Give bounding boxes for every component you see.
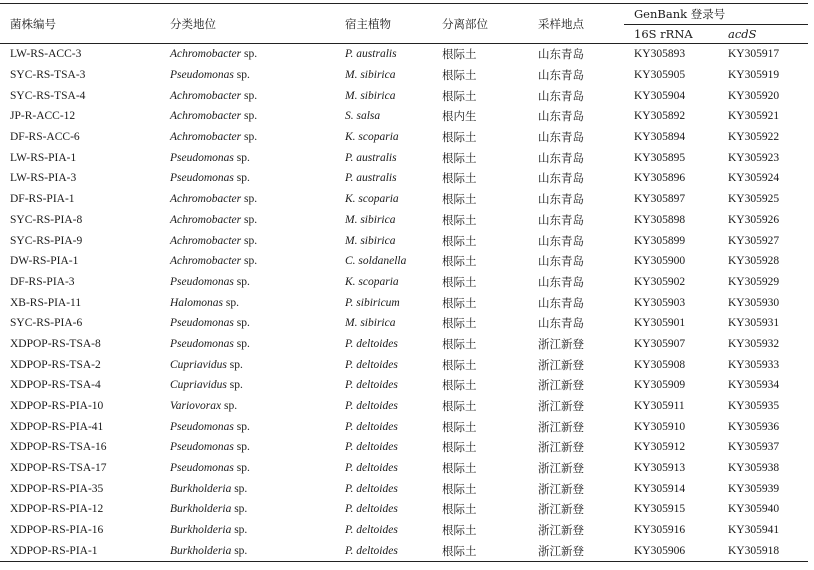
cell-host-plant: P. australis [345,151,397,164]
cell-host-plant: M. sibirica [345,234,396,247]
cell-isolation-site: 根际土 [432,541,528,562]
cell-host-plant: S. salsa [345,110,381,123]
species-abbr: sp. [241,48,258,61]
cell-sampling-location: 浙江新登 [528,541,624,562]
cell-host-plant: P. deltoides [345,400,398,413]
header-16s-rrna: 16S rRNA [624,25,718,44]
cell-acds: KY305927 [728,234,780,247]
cell-acds: KY305921 [728,110,780,123]
cell-isolation-site: 根际土 [442,171,477,186]
cell-acds: KY305936 [728,420,780,433]
cell-taxonomy [160,292,335,313]
cell-sampling-location: 浙江新登 [538,357,584,372]
cell-sampling-location: 山东青岛 [538,88,584,103]
genus-name: Burkholderia [170,544,232,557]
cell-isolation-site: 根际土 [442,254,477,269]
cell-taxonomy [160,334,335,355]
header-strain-id: 菌株编号 [0,4,160,44]
species-abbr: sp. [231,524,248,537]
species-abbr: sp. [233,69,250,82]
cell-sampling-location: 山东青岛 [538,109,584,124]
cell-isolation-site: 根际土 [442,150,477,165]
cell-16s-rrna: KY305897 [634,193,686,206]
genus-name: Achromobacter [170,131,242,144]
cell-taxonomy [160,106,335,127]
cell-strain-id: XB-RS-PIA-11 [10,296,82,309]
cell-strain-id: DF-RS-ACC-6 [10,131,80,144]
cell-sampling-location: 山东青岛 [538,192,584,207]
table-row [0,499,808,520]
cell-16s-rrna: KY305904 [634,89,686,102]
cell-acds: KY305934 [728,379,780,392]
table-row [0,127,808,148]
genus-name: Pseudomonas [170,337,234,350]
cell-taxonomy [160,458,335,479]
genus-name: Pseudomonas [170,441,234,454]
cell-strain-id: XDPOP-RS-PIA-35 [10,482,104,495]
cell-host-plant: K. scoparia [345,131,399,144]
cell-host-plant: C. soldanella [345,255,407,268]
table-row [0,458,808,479]
genus-name: Achromobacter [170,193,242,206]
genus-name: Pseudomonas [170,420,234,433]
cell-isolation-site: 根际土 [442,419,477,434]
species-abbr: sp. [241,89,258,102]
cell-taxonomy [160,189,335,210]
cell-acds: KY305917 [728,48,780,61]
cell-strain-id: DF-RS-PIA-3 [10,275,75,288]
header-taxonomy: 分类地位 [160,4,335,44]
cell-sampling-location: 山东青岛 [538,295,584,310]
cell-16s-rrna: KY305892 [634,110,686,123]
species-abbr: sp. [233,317,250,330]
cell-strain-id: JP-R-ACC-12 [10,110,76,123]
cell-strain-id: LW-RS-PIA-3 [10,172,77,185]
cell-16s-rrna: KY305906 [624,541,718,562]
cell-sampling-location: 浙江新登 [538,419,584,434]
table-row [0,230,808,251]
header-host-plant: 宿主植物 [335,4,432,44]
cell-sampling-location: 浙江新登 [538,378,584,393]
table-row [0,354,808,375]
cell-taxonomy [160,127,335,148]
species-abbr: sp. [233,275,250,288]
cell-isolation-site: 根际土 [442,399,477,414]
cell-sampling-location: 山东青岛 [538,316,584,331]
species-abbr: sp. [241,131,258,144]
cell-sampling-location: 浙江新登 [538,399,584,414]
table-row [0,292,808,313]
cell-acds: KY305933 [728,358,780,371]
table-row [0,210,808,231]
cell-sampling-location: 浙江新登 [538,461,584,476]
table-row [0,106,808,127]
table-row [0,334,808,355]
cell-taxonomy [160,520,335,541]
cell-strain-id: XDPOP-RS-TSA-17 [10,462,107,475]
species-abbr: sp. [226,358,243,371]
cell-16s-rrna: KY305905 [634,69,686,82]
cell-sampling-location: 山东青岛 [538,150,584,165]
table-row [0,313,808,334]
cell-taxonomy [160,541,335,562]
genus-name: Burkholderia [170,482,232,495]
cell-taxonomy [160,85,335,106]
cell-16s-rrna: KY305902 [634,275,686,288]
cell-host-plant: P. deltoides [345,337,398,350]
cell-strain-id: XDPOP-RS-PIA-10 [10,400,104,413]
cell-16s-rrna: KY305903 [634,296,686,309]
cell-sampling-location: 山东青岛 [538,171,584,186]
cell-16s-rrna: KY305909 [634,379,686,392]
table-row [0,478,808,499]
cell-acds: KY305918 [718,541,808,562]
cell-host-plant: M. sibirica [345,69,396,82]
cell-strain-id: SYC-RS-TSA-3 [10,69,86,82]
table-row [0,272,808,293]
cell-strain-id: DW-RS-PIA-1 [10,255,79,268]
genus-name: Variovorax [170,400,222,413]
cell-strain-id: XDPOP-RS-TSA-2 [10,358,101,371]
cell-taxonomy [160,437,335,458]
table-row [0,437,808,458]
genus-name: Cupriavidus [170,379,227,392]
table-row [0,251,808,272]
cell-host-plant: P. australis [345,172,397,185]
species-abbr: sp. [231,544,248,557]
species-abbr: sp. [233,441,250,454]
cell-16s-rrna: KY305908 [634,358,686,371]
table-row [0,168,808,189]
cell-strain-id: XDPOP-RS-TSA-16 [10,441,107,454]
cell-isolation-site: 根际土 [442,378,477,393]
cell-isolation-site: 根际土 [442,461,477,476]
species-abbr: sp. [226,379,243,392]
cell-taxonomy [160,416,335,437]
cell-taxonomy [160,396,335,417]
cell-acds: KY305924 [728,172,780,185]
cell-16s-rrna: KY305911 [634,400,685,413]
cell-taxonomy [160,499,335,520]
cell-16s-rrna: KY305916 [634,524,686,537]
genus-name: Achromobacter [170,110,242,123]
cell-sampling-location: 山东青岛 [538,254,584,269]
cell-sampling-location: 山东青岛 [538,68,584,83]
cell-strain-id: XDPOP-RS-TSA-8 [10,337,101,350]
cell-16s-rrna: KY305910 [634,420,686,433]
cell-isolation-site: 根际土 [442,233,477,248]
cell-isolation-site: 根际土 [442,523,477,538]
cell-strain-id: LW-RS-ACC-3 [10,48,82,61]
table-row [0,44,808,65]
cell-acds: KY305938 [728,462,780,475]
cell-acds: KY305923 [728,151,780,164]
species-abbr: sp. [241,110,258,123]
species-abbr: sp. [233,420,250,433]
cell-taxonomy [160,230,335,251]
cell-taxonomy [160,168,335,189]
table-row [0,85,808,106]
species-abbr: sp. [221,400,238,413]
cell-sampling-location: 浙江新登 [538,502,584,517]
cell-acds: KY305919 [728,69,780,82]
cell-16s-rrna: KY305912 [634,441,686,454]
table-row [0,541,808,562]
cell-isolation-site: 根际土 [442,130,477,145]
cell-isolation-site: 根际土 [442,192,477,207]
cell-isolation-site: 根际土 [442,68,477,83]
genus-name: Pseudomonas [170,462,234,475]
cell-host-plant: P. deltoides [345,358,398,371]
cell-host-plant: P. deltoides [345,462,398,475]
header-acds: acdS [718,25,808,44]
cell-taxonomy [160,65,335,86]
cell-isolation-site: 根际土 [442,212,477,227]
cell-acds: KY305922 [728,131,780,144]
cell-16s-rrna: KY305895 [634,151,686,164]
species-abbr: sp. [231,503,248,516]
table-row [0,396,808,417]
cell-host-plant: M. sibirica [345,213,396,226]
cell-16s-rrna: KY305893 [634,48,686,61]
cell-sampling-location: 浙江新登 [538,336,584,351]
cell-host-plant: P. sibiricum [345,296,400,309]
header-isolation-site: 分离部位 [432,4,528,44]
strain-table [0,3,808,562]
cell-16s-rrna: KY305914 [634,482,686,495]
cell-16s-rrna: KY305899 [634,234,686,247]
cell-sampling-location: 浙江新登 [538,523,584,538]
genus-name: Achromobacter [170,255,242,268]
cell-sampling-location: 浙江新登 [538,440,584,455]
cell-taxonomy [160,210,335,231]
cell-strain-id: XDPOP-RS-PIA-16 [10,524,104,537]
table-body [0,44,808,562]
cell-strain-id: SYC-RS-PIA-6 [10,317,83,330]
cell-acds: KY305932 [728,337,780,350]
cell-16s-rrna: KY305900 [634,255,686,268]
species-abbr: sp. [233,172,250,185]
genus-name: Pseudomonas [170,151,234,164]
cell-acds: KY305935 [728,400,780,413]
cell-16s-rrna: KY305901 [634,317,686,330]
genus-name: Pseudomonas [170,172,234,185]
cell-isolation-site: 根际土 [442,481,477,496]
cell-sampling-location: 山东青岛 [538,233,584,248]
genus-name: Achromobacter [170,213,242,226]
table-row [0,65,808,86]
cell-isolation-site: 根内生 [442,109,477,124]
species-abbr: sp. [231,482,248,495]
cell-16s-rrna: KY305898 [634,213,686,226]
cell-host-plant: P. deltoides [345,524,398,537]
genus-name: Achromobacter [170,48,242,61]
genus-name: Cupriavidus [170,358,227,371]
genus-name: Halomonas [170,296,224,309]
cell-host-plant: M. sibirica [345,317,396,330]
table-row [0,147,808,168]
table-row [0,520,808,541]
cell-acds: KY305929 [728,275,780,288]
genus-name: Pseudomonas [170,275,234,288]
species-abbr: sp. [233,151,250,164]
cell-sampling-location: 山东青岛 [538,47,584,62]
cell-host-plant: P. deltoides [345,420,398,433]
cell-sampling-location: 山东青岛 [538,212,584,227]
cell-isolation-site: 根际土 [442,440,477,455]
cell-strain-id: XDPOP-RS-PIA-1 [0,541,160,562]
species-abbr: sp. [241,255,258,268]
cell-sampling-location: 山东青岛 [538,274,584,289]
cell-isolation-site: 根际土 [442,295,477,310]
cell-host-plant: K. scoparia [345,275,399,288]
cell-strain-id: XDPOP-RS-TSA-4 [10,379,101,392]
genus-name: Achromobacter [170,234,242,247]
cell-acds: KY305925 [728,193,780,206]
cell-acds: KY305941 [728,524,780,537]
cell-16s-rrna: KY305907 [634,337,686,350]
cell-16s-rrna: KY305894 [634,131,686,144]
table-row [0,375,808,396]
species-abbr: sp. [233,337,250,350]
genus-name: Burkholderia [170,524,232,537]
cell-strain-id: LW-RS-PIA-1 [10,151,77,164]
species-abbr: sp. [233,462,250,475]
species-abbr: sp. [241,234,258,247]
cell-isolation-site: 根际土 [442,502,477,517]
cell-sampling-location: 浙江新登 [538,481,584,496]
species-abbr: sp. [241,193,258,206]
cell-isolation-site: 根际土 [442,316,477,331]
header-sampling-location: 采样地点 [528,4,624,44]
cell-16s-rrna: KY305915 [634,503,686,516]
cell-strain-id: SYC-RS-PIA-9 [10,234,83,247]
cell-host-plant: P. deltoides [345,503,398,516]
genus-name: Pseudomonas [170,317,234,330]
cell-strain-id: XDPOP-RS-PIA-12 [10,503,104,516]
species-abbr: sp. [223,296,240,309]
species-abbr: sp. [241,213,258,226]
genus-name: Achromobacter [170,89,242,102]
cell-acds: KY305939 [728,482,780,495]
cell-host-plant: P. deltoides [345,441,398,454]
cell-host-plant: P. deltoides [345,379,398,392]
cell-taxonomy [160,313,335,334]
cell-16s-rrna: KY305896 [634,172,686,185]
cell-taxonomy [160,272,335,293]
cell-isolation-site: 根际土 [442,274,477,289]
cell-host-plant: P. deltoides [335,541,432,562]
cell-acds: KY305940 [728,503,780,516]
table-row [0,416,808,437]
genus-name: Pseudomonas [170,69,234,82]
cell-taxonomy [160,147,335,168]
cell-16s-rrna: KY305913 [634,462,686,475]
cell-sampling-location: 山东青岛 [538,130,584,145]
cell-acds: KY305930 [728,296,780,309]
cell-taxonomy [160,375,335,396]
cell-taxonomy [160,478,335,499]
cell-acds: KY305926 [728,213,780,226]
cell-strain-id: SYC-RS-PIA-8 [10,213,83,226]
cell-isolation-site: 根际土 [442,357,477,372]
cell-strain-id: DF-RS-PIA-1 [10,193,75,206]
cell-host-plant: M. sibirica [345,89,396,102]
cell-taxonomy [160,251,335,272]
cell-strain-id: SYC-RS-TSA-4 [10,89,86,102]
cell-acds: KY305937 [728,441,780,454]
cell-acds: KY305928 [728,255,780,268]
cell-host-plant: P. deltoides [345,482,398,495]
cell-isolation-site: 根际土 [442,47,477,62]
cell-host-plant: K. scoparia [345,193,399,206]
cell-acds: KY305931 [728,317,780,330]
cell-acds: KY305920 [728,89,780,102]
cell-isolation-site: 根际土 [442,88,477,103]
genus-name: Burkholderia [170,503,232,516]
cell-taxonomy [160,44,335,65]
cell-taxonomy [160,354,335,375]
cell-isolation-site: 根际土 [442,336,477,351]
header-genbank: GenBank 登录号 [624,4,808,25]
cell-host-plant: P. australis [345,48,397,61]
cell-strain-id: XDPOP-RS-PIA-41 [10,420,104,433]
table-row [0,189,808,210]
